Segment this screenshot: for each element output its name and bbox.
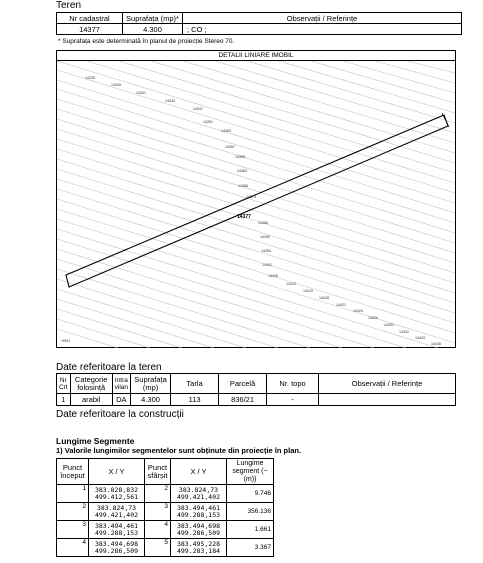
svg-text:14390: 14390 xyxy=(260,235,270,239)
svg-text:14353: 14353 xyxy=(221,129,231,133)
cell-intravilan: DA xyxy=(112,394,130,406)
header-observatii: Observații / Referințe xyxy=(183,13,462,24)
cell-suprafata: 4.300 xyxy=(123,24,183,35)
header-categorie: Categorie folosință xyxy=(70,374,112,394)
svg-text:14373: 14373 xyxy=(246,195,256,199)
svg-text:14343: 14343 xyxy=(165,99,175,103)
cadastral-map xyxy=(57,61,455,348)
header-nr-topo: Nr. topo xyxy=(267,374,319,394)
header-suprafata-mp: Suprafața (mp) xyxy=(131,374,171,394)
segmente-title: Lungime Segmente xyxy=(56,436,135,446)
svg-text:14424: 14424 xyxy=(353,309,363,313)
table-row: 2 383.824,73 499.421,402 3 383.494,461 499.288,153 356.136 xyxy=(57,503,274,521)
section-title-constructii: Date referitoare la construcții xyxy=(56,409,184,420)
cell-observatii-teren xyxy=(319,394,456,406)
cell-parcela: 836/21 xyxy=(219,394,267,406)
teren-table xyxy=(56,12,462,35)
cell-nr-cadastral: 14377 xyxy=(57,24,123,35)
neighbor-labels xyxy=(85,76,441,346)
svg-text:14405: 14405 xyxy=(268,274,278,278)
svg-text:14426: 14426 xyxy=(368,316,378,320)
map-title: DETALII LINIARE IMOBIL xyxy=(57,51,455,61)
map-panel xyxy=(56,50,456,348)
parcel-boundary-lines xyxy=(57,61,455,348)
cell-suprafata-mp: 4.300 xyxy=(131,394,171,406)
svg-text:14431: 14431 xyxy=(384,323,394,327)
header-nr-crt: Nr Crt xyxy=(57,374,71,394)
svg-text:14347: 14347 xyxy=(193,107,203,111)
header-nr-cadastral: Nr cadastral xyxy=(57,13,123,24)
cell-nr-crt: 1 xyxy=(57,394,71,406)
section-title-date-teren: Date referitoare la teren xyxy=(56,362,162,373)
teren-footnote: * Suprafața este determinată în planul de proiecție Stereo 70. xyxy=(58,38,235,45)
section-title-teren: Teren xyxy=(56,0,82,11)
header-punct-inceput: Punct început xyxy=(57,459,89,485)
header-punct-sfarsit: Punct sfârșit xyxy=(145,459,171,485)
cell-nr-topo: - xyxy=(267,394,319,406)
svg-text:14394: 14394 xyxy=(261,249,271,253)
svg-text:14366: 14366 xyxy=(238,184,248,188)
header-parcela: Parcelă xyxy=(219,374,267,394)
cell-tarla: 113 xyxy=(171,394,219,406)
svg-text:14386: 14386 xyxy=(258,221,268,225)
header-xy-start: X / Y xyxy=(89,459,145,485)
cell-observatii: ; CO ; xyxy=(183,24,462,35)
header-lungime: Lungime segment (~ (m)) xyxy=(227,459,274,485)
table-row xyxy=(57,394,456,406)
table-row: 4 383.494,698 499.286,509 5 383.495,228 499.283,184 3.367 xyxy=(57,539,274,557)
svg-text:14341: 14341 xyxy=(136,91,146,95)
map-corner-label: ~9501 xyxy=(60,339,71,343)
header-observatii-teren: Observații / Referințe xyxy=(319,374,456,394)
svg-text:14359: 14359 xyxy=(235,155,245,159)
header-tarla: Tarla xyxy=(171,374,219,394)
svg-text:14415: 14415 xyxy=(303,289,313,293)
parcel-id-label: 14377 xyxy=(237,214,251,220)
svg-text:14363: 14363 xyxy=(237,169,247,173)
svg-text:14418: 14418 xyxy=(319,296,329,300)
svg-text:14421: 14421 xyxy=(336,303,346,307)
segmente-subtitle: 1) Valorile lungimilor segmentelor sunt obținute din proiecție în plan. xyxy=(56,446,302,455)
segmente-table xyxy=(56,458,274,557)
svg-text:14339: 14339 xyxy=(111,83,121,87)
svg-text:14436: 14436 xyxy=(431,342,441,346)
header-suprafata: Suprafața (mp)* xyxy=(123,13,183,24)
svg-text:14351: 14351 xyxy=(203,120,213,124)
header-intravilan: Intra vilan xyxy=(112,374,130,394)
header-xy-end: X / Y xyxy=(171,459,227,485)
date-teren-table xyxy=(56,373,456,406)
svg-text:14401: 14401 xyxy=(262,263,272,267)
table-row: 1 383.828,832 499.412,561 2 383.824,73 499.421,402 9.746 xyxy=(57,485,274,503)
cell-categorie: arabil xyxy=(70,394,112,406)
svg-text:14432: 14432 xyxy=(399,330,409,334)
svg-text:14357: 14357 xyxy=(225,145,235,149)
svg-text:14335: 14335 xyxy=(85,76,95,80)
table-row: 3 383.494,461 499.288,153 4 383.494,698 499.286,509 1.661 xyxy=(57,521,274,539)
svg-text:14412: 14412 xyxy=(286,282,296,286)
svg-text:14433: 14433 xyxy=(415,336,425,340)
parcel-end-tick xyxy=(442,113,449,127)
